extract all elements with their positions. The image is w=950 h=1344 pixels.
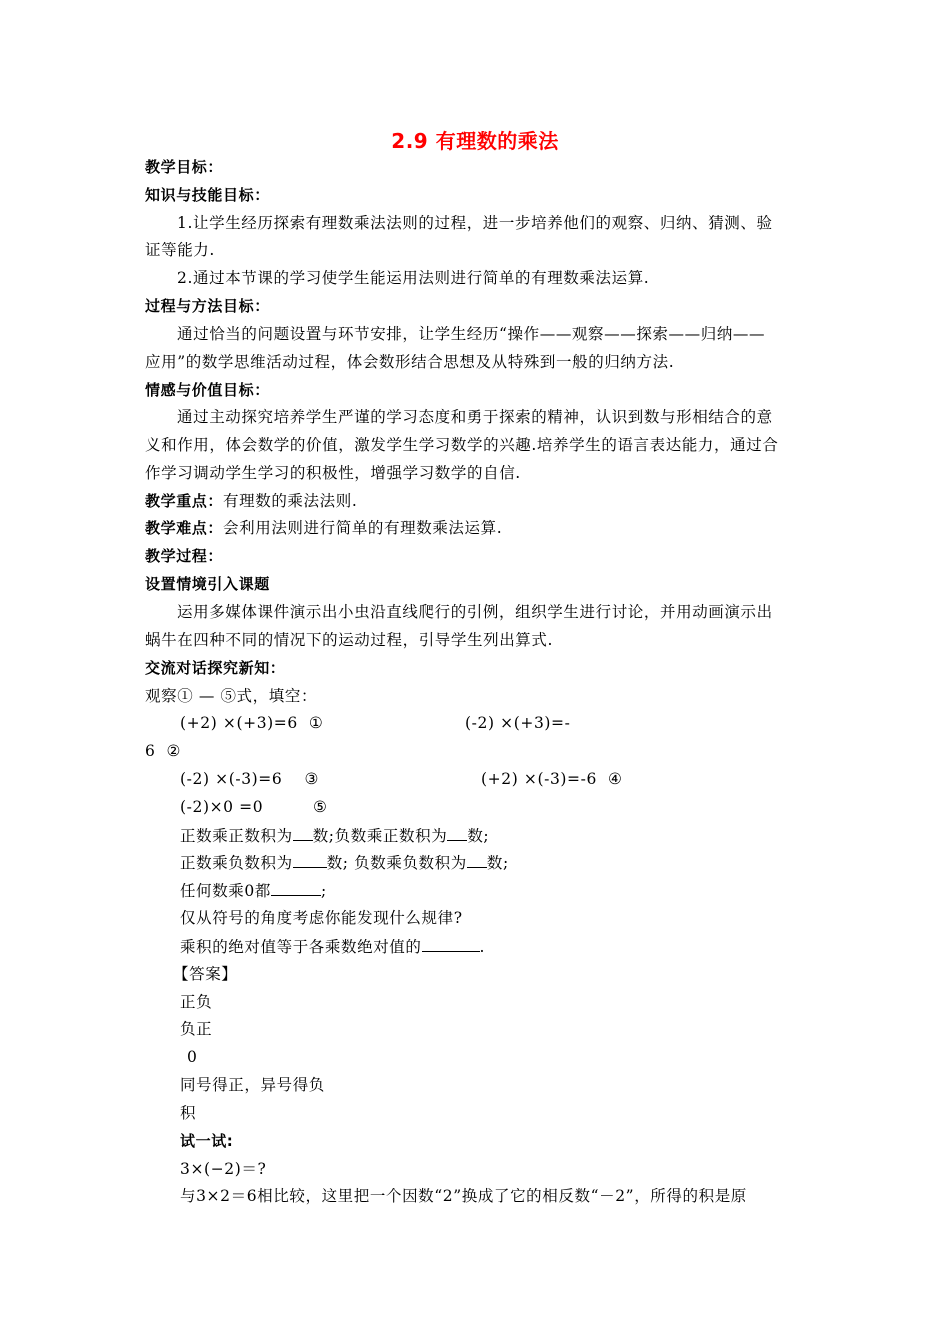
answer-4: 同号得正，异号得负 bbox=[180, 1076, 325, 1094]
fill3-text-a: 任何数乘0都 bbox=[180, 882, 271, 900]
difficulty-text: 会利用法则进行简单的有理数乘法运算. bbox=[223, 519, 503, 537]
fill-line-4 bbox=[180, 936, 485, 957]
knowledge-item1-line2: 证等能力. bbox=[145, 241, 215, 259]
explore-heading: 交流对话探究新知： bbox=[145, 659, 286, 677]
fill-line-1 bbox=[180, 825, 489, 846]
equation-3: (-2) ×(-3)=6 ③ bbox=[180, 770, 319, 788]
equation-4: (+2) ×(-3)=-6 ④ bbox=[481, 770, 623, 788]
emotion-line2: 义和作用，体会数学的价值，激发学生学习数学的兴趣.培养学生的语言表达能力，通过合 bbox=[145, 436, 779, 454]
fill2-text-c: 数; bbox=[486, 854, 509, 872]
equation-1: (+2) ×(+3)=6 ① bbox=[180, 714, 324, 732]
key-point-label: 教学重点： bbox=[145, 492, 224, 510]
answer-2: 负正 bbox=[180, 1020, 213, 1038]
process-line1: 通过恰当的问题设置与环节安排，让学生经历“操作——观察——探索——归纳—— bbox=[177, 325, 766, 343]
fill-line-2 bbox=[180, 852, 509, 873]
knowledge-heading: 知识与技能目标： bbox=[145, 186, 270, 204]
knowledge-item2: 2.通过本节课的学习使学生能运用法则进行简单的有理数乘法运算. bbox=[177, 269, 650, 287]
fill3-blank bbox=[271, 880, 321, 896]
answer-3: 0 bbox=[187, 1048, 198, 1066]
answer-heading: 【答案】 bbox=[173, 965, 238, 983]
try-line2: 与3×2＝6相比较，这里把一个因数“2”换成了它的相反数“－2”，所得的积是原 bbox=[180, 1187, 747, 1205]
intro-heading: 设置情境引入课题 bbox=[145, 575, 270, 593]
rule-question: 仅从符号的角度考虑你能发现什么规律? bbox=[180, 909, 463, 927]
fill2-text-a: 正数乘负数积为 bbox=[180, 854, 293, 872]
intro-line2: 蜗牛在四种不同的情况下的运动过程，引导学生列出算式. bbox=[145, 631, 554, 649]
key-point bbox=[145, 491, 357, 511]
fill2-blank-2 bbox=[467, 852, 487, 868]
fill1-text-c: 数; bbox=[467, 827, 490, 845]
fill4-text-b: . bbox=[479, 938, 486, 956]
knowledge-item1-line1: 1.让学生经历探索有理数乘法法则的过程，进一步培养他们的观察、归纳、猜测、验 bbox=[177, 214, 773, 232]
process-line2: 应用”的数学思维活动过程，体会数形结合思想及从特殊到一般的归纳方法. bbox=[145, 353, 675, 371]
fill3-text-b: ; bbox=[320, 882, 327, 900]
observe-text: 观察① — ⑤式，填空： bbox=[145, 687, 318, 705]
page-title: 2.9 有理数的乘法 bbox=[391, 129, 559, 153]
fill2-text-b: 数; 负数乘负数积为 bbox=[326, 854, 467, 872]
fill1-blank-2 bbox=[447, 825, 467, 841]
fill2-blank-1 bbox=[293, 852, 327, 868]
fill4-blank bbox=[422, 936, 480, 952]
equation-2b: 6 ② bbox=[145, 742, 182, 760]
emotion-line1: 通过主动探究培养学生严谨的学习态度和勇于探索的精神，认识到数与形相结合的意 bbox=[177, 408, 773, 426]
difficulty-label: 教学难点： bbox=[145, 519, 224, 537]
equation-2a: (-2) ×(+3)=- bbox=[465, 714, 571, 732]
procedure-heading: 教学过程： bbox=[145, 547, 224, 565]
goals-heading: 教学目标： bbox=[145, 158, 224, 176]
process-heading: 过程与方法目标： bbox=[145, 297, 270, 315]
try-heading: 试一试: bbox=[180, 1132, 234, 1150]
fill1-blank-1 bbox=[293, 825, 313, 841]
key-point-text: 有理数的乘法法则. bbox=[223, 492, 358, 510]
fill1-text-a: 正数乘正数积为 bbox=[180, 827, 293, 845]
equation-5: (-2)×0 =0 ⑤ bbox=[180, 798, 328, 816]
fill1-text-b: 数;负数乘正数积为 bbox=[312, 827, 448, 845]
try-line1: 3×(−2)＝? bbox=[180, 1160, 267, 1178]
answer-5: 积 bbox=[180, 1104, 197, 1122]
fill4-text-a: 乘积的绝对值等于各乘数绝对值的 bbox=[180, 938, 422, 956]
intro-line1: 运用多媒体课件演示出小虫沿直线爬行的引例，组织学生进行讨论，并用动画演示出 bbox=[177, 603, 773, 621]
emotion-heading: 情感与价值目标： bbox=[145, 381, 270, 399]
fill-line-3 bbox=[180, 880, 327, 901]
answer-1: 正负 bbox=[180, 993, 213, 1011]
emotion-line3: 作学习调动学生学习的积极性，增强学习数学的自信. bbox=[145, 464, 521, 482]
difficulty bbox=[145, 518, 502, 538]
